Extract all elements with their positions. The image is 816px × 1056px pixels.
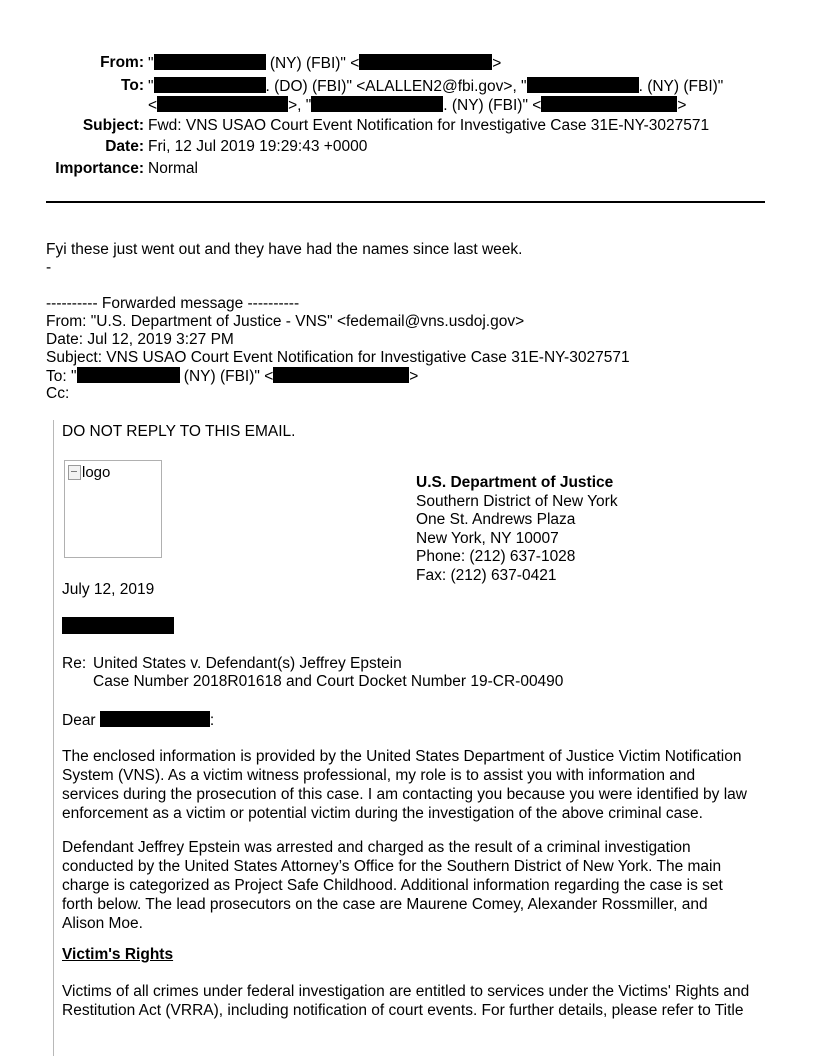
forwarded-subject: Subject: VNS USAO Court Event Notification for Investigative Case 31E-NY-3027571 xyxy=(46,349,630,366)
city-address: New York, NY 10007 xyxy=(416,529,559,547)
re-label: Re: xyxy=(62,655,87,672)
subject-label: Subject: xyxy=(82,117,144,134)
intro-text: Fyi these just went out and they have had the names since last week. xyxy=(46,241,523,258)
forwarded-date: Date: Jul 12, 2019 3:27 PM xyxy=(46,331,234,348)
victims-rights-heading: Victim's Rights xyxy=(62,946,174,963)
redaction xyxy=(541,96,677,112)
header-divider xyxy=(46,201,765,203)
paragraph-rights: Victims of all crimes under federal investigation are entitled to services under the Victims' Rights and Restitution Act (VRRA), including notification of court events. For further details, please refer to Title xyxy=(62,983,750,1019)
address-block xyxy=(416,474,618,585)
redaction xyxy=(62,617,174,634)
salutation: Dear : xyxy=(62,712,215,729)
broken-image-icon xyxy=(68,465,81,480)
date-value: Fri, 12 Jul 2019 19:29:43 +0000 xyxy=(148,138,368,155)
logo-alt-text: logo xyxy=(82,464,111,481)
fax-number: Fax: (212) 637-0421 xyxy=(416,566,557,584)
subject-value: Fwd: VNS USAO Court Event Notification for Investigative Case 31E-NY-3027571 xyxy=(148,117,710,134)
redaction xyxy=(100,711,210,727)
redaction xyxy=(273,367,409,383)
forwarded-marker: ---------- Forwarded message ---------- xyxy=(46,295,300,312)
quote-bar xyxy=(53,420,54,1056)
district-name: Southern District of New York xyxy=(416,492,618,510)
no-reply-notice: DO NOT REPLY TO THIS EMAIL. xyxy=(62,423,296,440)
dept-name: U.S. Department of Justice xyxy=(416,474,614,491)
redaction xyxy=(527,77,639,93)
to-label: To: xyxy=(121,77,144,94)
importance-label: Importance: xyxy=(55,160,144,177)
paragraph-defendant: Defendant Jeffrey Epstein was arrested and charged as the result of a criminal investigation conducted by the United States Attorney’s Office for the Southern District of New York. The main charge is categorized as Project Safe Childhood. Additional information regarding the case is set forth below. The lead prosecutors on the case are Maurene Comey, Alexander Rossmiller, and Alison Moe. xyxy=(62,839,723,932)
redaction xyxy=(154,54,266,70)
phone-number: Phone: (212) 637-1028 xyxy=(416,548,576,565)
recipient-redaction xyxy=(62,617,174,637)
redaction xyxy=(77,367,180,383)
forwarded-to: To: " (NY) (FBI)" < > xyxy=(46,368,419,385)
redaction xyxy=(157,96,288,112)
paragraph-vns: The enclosed information is provided by the United States Department of Justice Victim Notification System (VNS). As a victim witness professional, my role is to assist you with information and services during the prosecution of this case. I am contacting you because you were identified by law enforcement as a victim or potential victim during the investigation of the above criminal case. xyxy=(62,748,747,822)
importance-value: Normal xyxy=(148,160,198,177)
redaction xyxy=(311,96,443,112)
forwarded-cc: Cc: xyxy=(46,385,70,402)
redaction xyxy=(154,77,266,93)
dash-line: - xyxy=(46,259,52,276)
letter-date: July 12, 2019 xyxy=(62,581,155,598)
redaction xyxy=(359,54,492,70)
street-address: One St. Andrews Plaza xyxy=(416,511,576,528)
to-value-line2: < >, " . (NY) (FBI)" < > xyxy=(148,97,687,114)
logo-image xyxy=(64,460,162,558)
re-line-2: Case Number 2018R01618 and Court Docket Number 19-CR-00490 xyxy=(93,673,564,690)
from-label: From: xyxy=(100,54,144,71)
to-value-line1: " . (DO) (FBI)" <ALALLEN2@fbi.gov>, " . (NY) (FBI)" xyxy=(148,78,724,95)
from-value: " (NY) (FBI)" < > xyxy=(148,55,502,72)
forwarded-from: From: "U.S. Department of Justice - VNS" <fedemail@vns.usdoj.gov> xyxy=(46,313,525,330)
date-label: Date: xyxy=(105,138,144,155)
re-line-1: United States v. Defendant(s) Jeffrey Epstein xyxy=(93,655,402,672)
